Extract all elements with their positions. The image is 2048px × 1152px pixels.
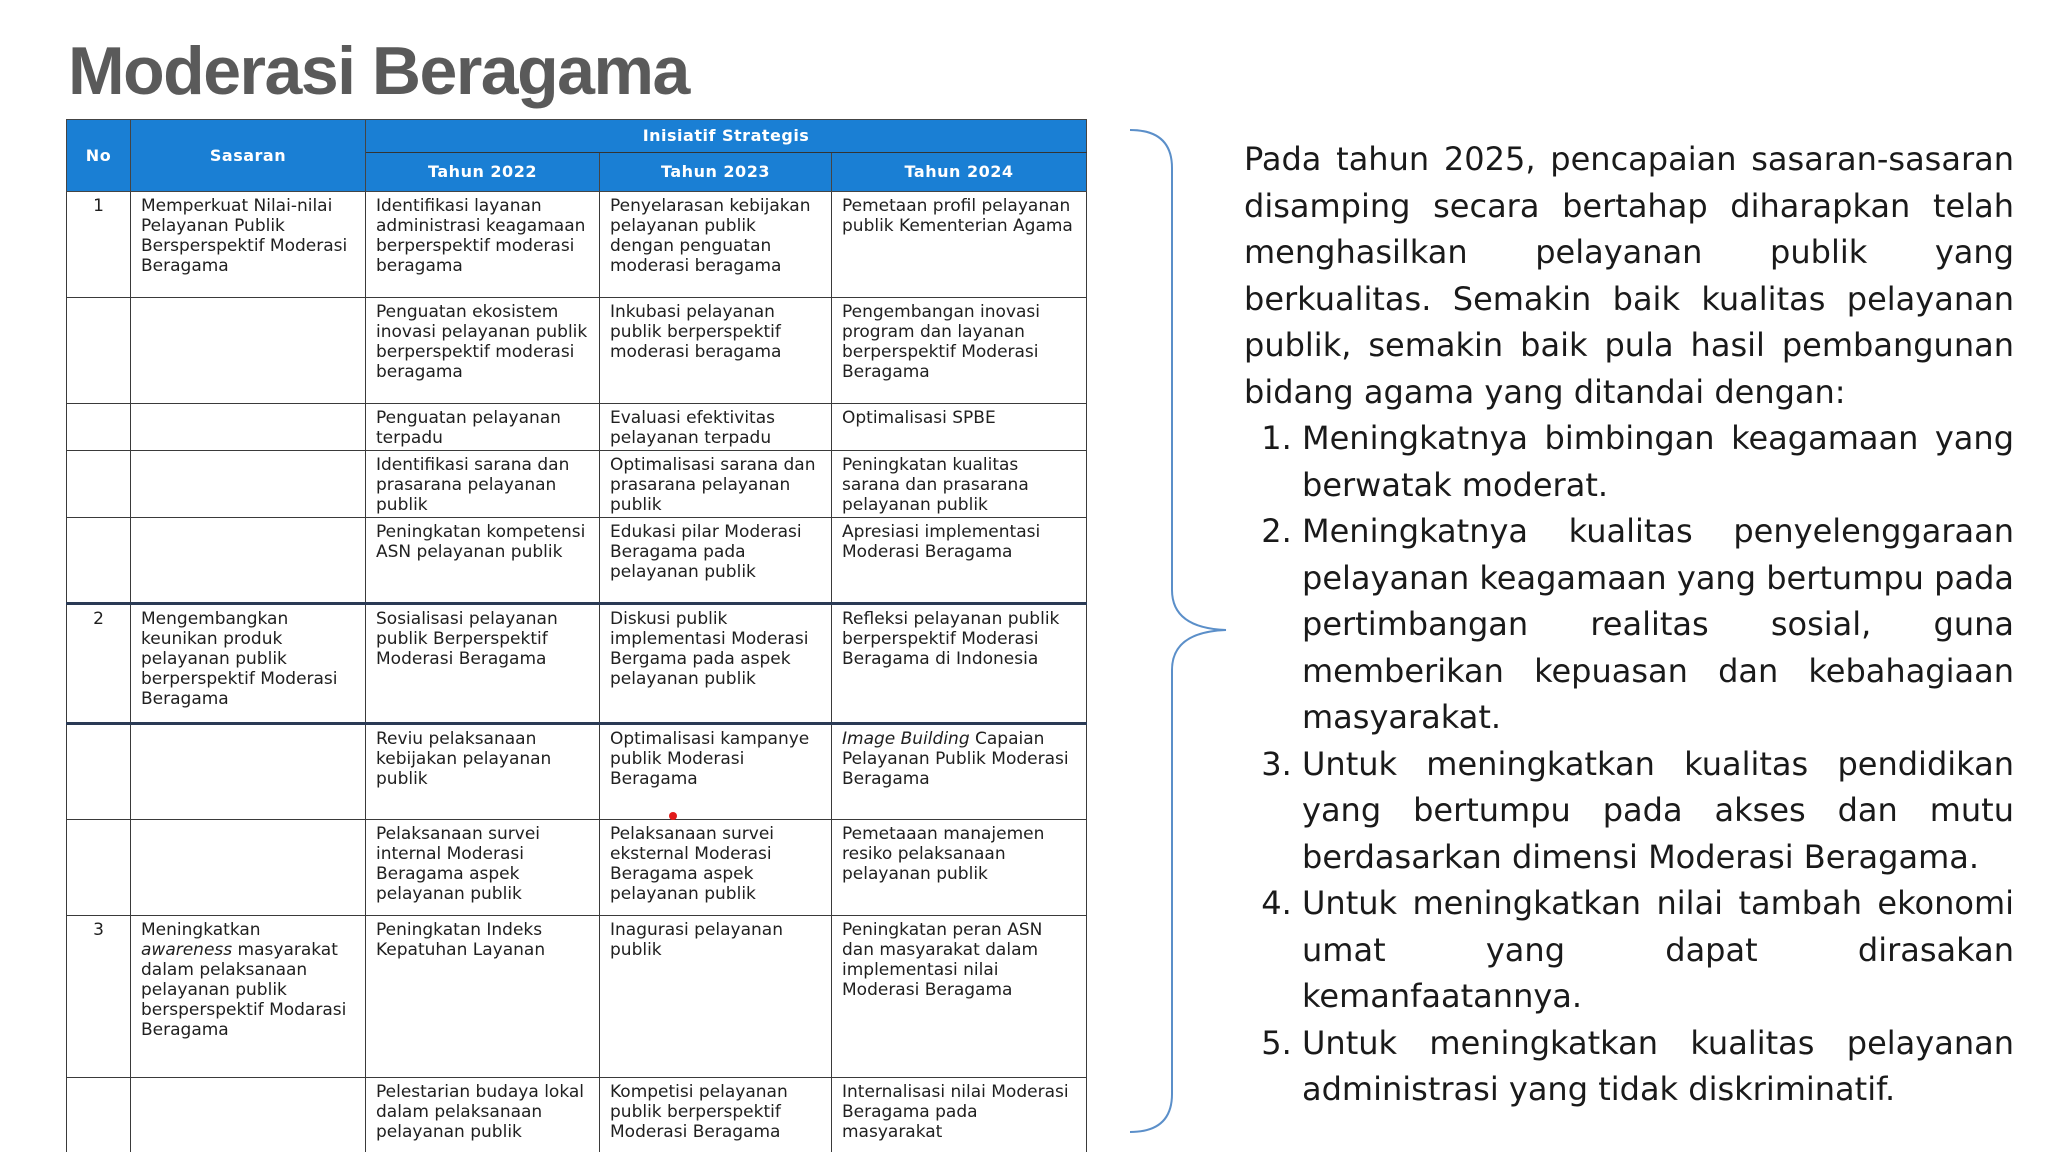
cell-tahun-2022: Identifikasi layanan administrasi keagamaan berperspektif moderasi beragama: [366, 192, 600, 298]
red-dot-mark: [669, 812, 677, 820]
sasaran-text-a: Meningkatkan: [141, 920, 261, 940]
cell-no: [67, 1078, 131, 1152]
cell-tahun-2022: Sosialisasi pelayanan publik Berperspektif Moderasi Beragama: [366, 604, 600, 724]
header-tahun-2022: Tahun 2022: [366, 153, 600, 192]
cell-tahun-2022: Identifikasi sarana dan prasarana pelayanan publik: [366, 451, 600, 518]
description-intro: Pada tahun 2025, pencapaian sasaran-sasaran disamping secara bertahap diharapkan telah menghasilkan pelayanan publik yang berkualitas. Semakin baik kualitas pelayanan publik, semakin baik pula hasil pembangunan bidang agama yang ditandai dengan:: [1244, 140, 2014, 411]
cell-no: 2: [67, 604, 131, 724]
cell-no: [67, 518, 131, 604]
image-building-text: Image Building: [842, 729, 970, 749]
cell-no: [67, 298, 131, 404]
cell-tahun-2022: Penguatan ekosistem inovasi pelayanan publik berperspektif moderasi beragama: [366, 298, 600, 404]
header-tahun-2023: Tahun 2023: [600, 153, 832, 192]
table-row: [67, 404, 1087, 451]
cell-tahun-2023: Kompetisi pelayanan publik berperspektif Moderasi Beragama: [600, 1078, 832, 1152]
awareness-text: awareness: [141, 940, 233, 960]
page-title: Moderasi Beragama: [68, 33, 689, 109]
strategic-table-container: [66, 119, 1090, 1152]
cell-sasaran: [131, 724, 366, 820]
cell-tahun-2024-rest: Capaian Pelayanan Publik Moderasi Beragama: [842, 729, 1069, 789]
cell-no: 1: [67, 192, 131, 298]
curly-brace-icon: [1120, 128, 1240, 1134]
cell-sasaran: [131, 451, 366, 518]
table-row: [67, 192, 1087, 298]
cell-tahun-2023: Diskusi publik implementasi Moderasi Bergama pada aspek pelayanan publik: [600, 604, 832, 724]
table-row: [67, 518, 1087, 604]
cell-tahun-2024: Apresiasi implementasi Moderasi Beragama: [832, 518, 1087, 604]
cell-tahun-2024: Peningkatan peran ASN dan masyarakat dalam implementasi nilai Moderasi Beragama: [832, 916, 1087, 1078]
cell-tahun-2024: Internalisasi nilai Moderasi Beragama pada masyarakat: [832, 1078, 1087, 1152]
list-item: 5. Untuk meningkatkan kualitas pelayanan administrasi yang tidak diskriminatif.: [1302, 1020, 2014, 1113]
cell-tahun-2023: Inagurasi pelayanan publik: [600, 916, 832, 1078]
table-row: [67, 298, 1087, 404]
header-sasaran: Sasaran: [131, 120, 366, 192]
cell-tahun-2023: Edukasi pilar Moderasi Beragama pada pelayanan publik: [600, 518, 832, 604]
cell-tahun-2024: Pengembangan inovasi program dan layanan berperspektif Moderasi Beragama: [832, 298, 1087, 404]
cell-tahun-2022: Penguatan pelayanan terpadu: [366, 404, 600, 451]
list-item: 1. Meningkatnya bimbingan keagamaan yang berwatak moderat.: [1302, 415, 2014, 508]
sasaran-text-b: masyarakat dalam pelaksanaan pelayanan publik bersperspektif Modarasi Beragama: [141, 940, 347, 1040]
cell-sasaran: [131, 518, 366, 604]
cell-tahun-2022: Peningkatan kompetensi ASN pelayanan publik: [366, 518, 600, 604]
outcome-list: [1244, 415, 2014, 1113]
list-item: 3. Untuk meningkatkan kualitas pendidikan yang bertumpu pada akses dan mutu berdasarkan dimensi Moderasi Beragama.: [1302, 741, 2014, 881]
cell-tahun-2024: [832, 724, 1087, 820]
list-item: 4. Untuk meningkatkan nilai tambah ekonomi umat yang dapat dirasakan kemanfaatannya.: [1302, 880, 2014, 1020]
cell-no: [67, 820, 131, 916]
cell-no: 3: [67, 916, 131, 1078]
table-row: [67, 724, 1087, 820]
table-row: [67, 916, 1087, 1078]
header-inisiatif-strategis: Inisiatif Strategis: [366, 120, 1087, 153]
cell-tahun-2023: Optimalisasi sarana dan prasarana pelayanan publik: [600, 451, 832, 518]
cell-tahun-2023: Inkubasi pelayanan publik berperspektif moderasi beragama: [600, 298, 832, 404]
table-row: [67, 820, 1087, 916]
cell-tahun-2024: Peningkatan kualitas sarana dan prasarana pelayanan publik: [832, 451, 1087, 518]
cell-no: [67, 724, 131, 820]
cell-tahun-2024: Pemetaan profil pelayanan publik Kementerian Agama: [832, 192, 1087, 298]
cell-tahun-2023: Penyelarasan kebijakan pelayanan publik dengan penguatan moderasi beragama: [600, 192, 832, 298]
header-no: No: [67, 120, 131, 192]
cell-tahun-2023: Optimalisasi kampanye publik Moderasi Beragama: [600, 724, 832, 820]
table-row: [67, 604, 1087, 724]
cell-no: [67, 451, 131, 518]
cell-sasaran: [131, 1078, 366, 1152]
cell-tahun-2022: Pelaksanaan survei internal Moderasi Beragama aspek pelayanan publik: [366, 820, 600, 916]
cell-tahun-2024: Pemetaaan manajemen resiko pelaksanaan pelayanan publik: [832, 820, 1087, 916]
cell-no: [67, 404, 131, 451]
cell-sasaran: [131, 916, 366, 1078]
cell-tahun-2022: Peningkatan Indeks Kepatuhan Layanan: [366, 916, 600, 1078]
list-item: 2. Meningkatnya kualitas penyelenggaraan pelayanan keagamaan yang bertumpu pada pertimbangan realitas sosial, guna memberikan kepuasan dan kebahagiaan masyarakat.: [1302, 508, 2014, 741]
cell-sasaran: Mengembangkan keunikan produk pelayanan publik berperspektif Moderasi Beragama: [131, 604, 366, 724]
description-text: [1244, 136, 2014, 1113]
cell-sasaran: Memperkuat Nilai-nilai Pelayanan Publik Bersperspektif Moderasi Beragama: [131, 192, 366, 298]
cell-sasaran: [131, 820, 366, 916]
cell-tahun-2022: Pelestarian budaya lokal dalam pelaksanaan pelayanan publik: [366, 1078, 600, 1152]
cell-tahun-2023: Evaluasi efektivitas pelayanan terpadu: [600, 404, 832, 451]
header-tahun-2024: Tahun 2024: [832, 153, 1087, 192]
cell-tahun-2023: Pelaksanaan survei eksternal Moderasi Beragama aspek pelayanan publik: [600, 820, 832, 916]
cell-tahun-2024: Optimalisasi SPBE: [832, 404, 1087, 451]
table-row: [67, 451, 1087, 518]
cell-sasaran: [131, 298, 366, 404]
table-row: [67, 1078, 1087, 1152]
cell-tahun-2024: Refleksi pelayanan publik berperspektif Moderasi Beragama di Indonesia: [832, 604, 1087, 724]
cell-tahun-2022: Reviu pelaksanaan kebijakan pelayanan publik: [366, 724, 600, 820]
cell-sasaran: [131, 404, 366, 451]
strategic-initiatives-table: [66, 119, 1087, 1152]
